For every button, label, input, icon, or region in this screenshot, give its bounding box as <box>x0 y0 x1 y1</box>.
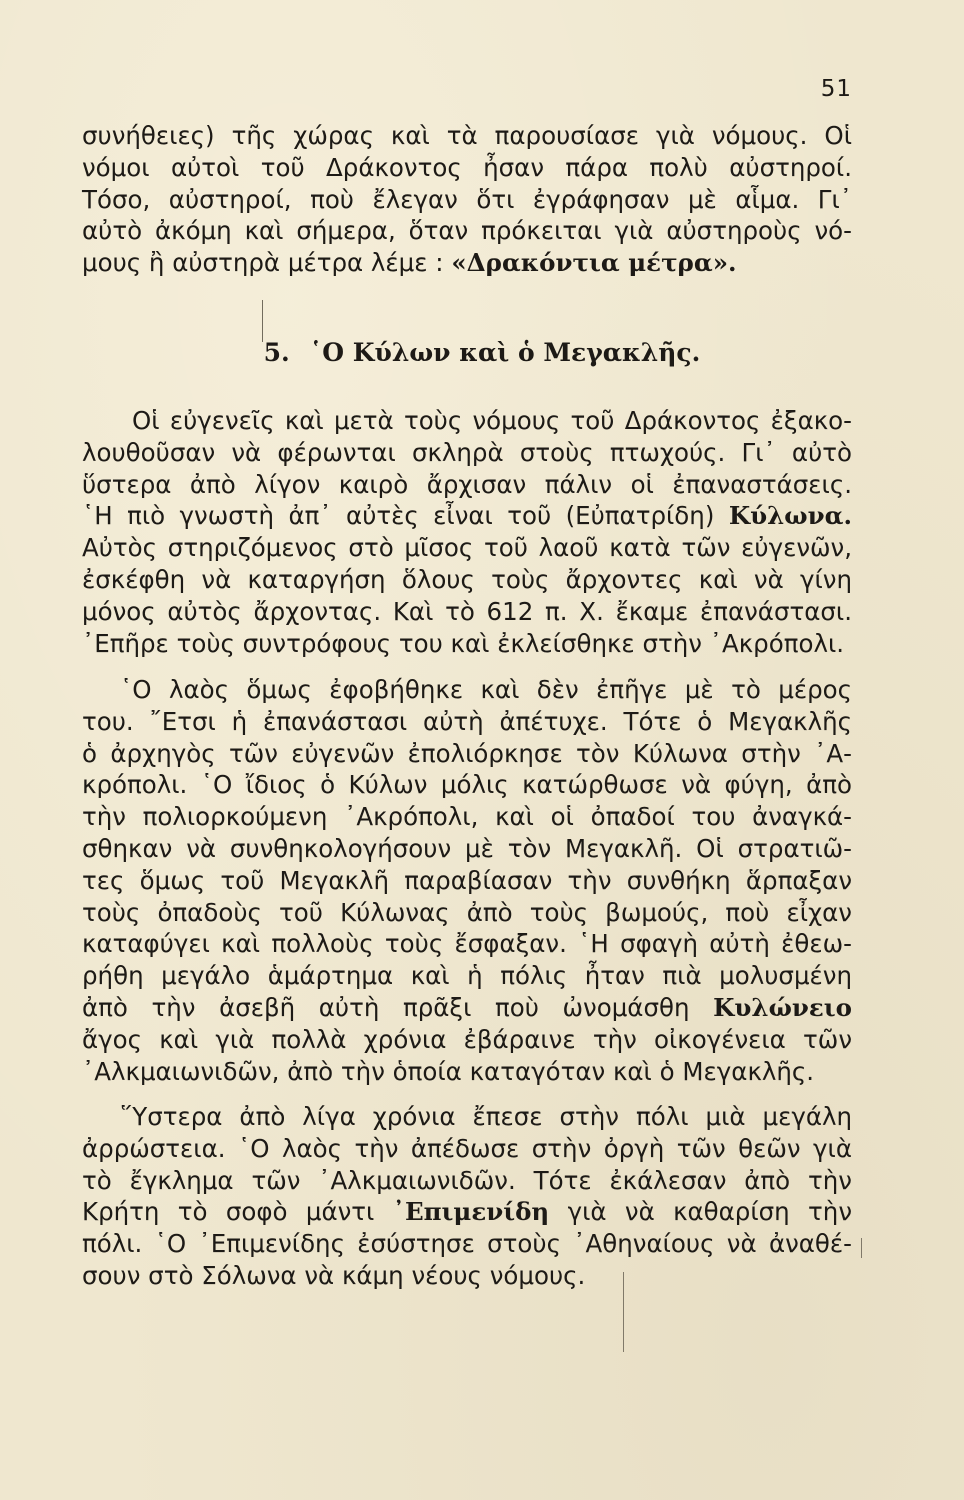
text-line: τοὺς ὀπαδοὺς τοῦ Κύλωνας ἀπὸ τοὺς βωμούς, ποὺ εἶχαν <box>82 897 852 927</box>
text-line: τὸ ἔγκλημα τῶν ᾽Αλκμαιωνιδῶν. Τότε ἐκάλεσαν ἀπὸ τὴν <box>82 1165 852 1195</box>
text-line: νόμοι αὐτοὶ τοῦ Δράκοντος ἦσαν πάρα πολὺ αὐστηροί. <box>82 152 852 182</box>
text-run: μους ἢ αὐστηρὰ μέτρα λέμε : <box>82 248 444 278</box>
text-line: ῞Υστερα ἀπὸ λίγα χρόνια ἔπεσε στὴν πόλι μιὰ μεγάλη <box>120 1102 852 1131</box>
text-run: ῾Η πιὸ γνωστὴ ἀπ᾽ αὐτὲς εἶναι τοῦ (Εὐπατρίδη) <box>82 501 715 531</box>
text-line: ρήθη μεγάλο ἁμάρτημα καὶ ἡ πόλις ἦταν πιὰ μολυσμένη <box>82 961 852 991</box>
text-line <box>82 992 852 1024</box>
text-line: σουν στὸ Σόλωνα νὰ κάμη νέους νόμους. <box>82 1260 586 1290</box>
text-line: ὕστερα ἀπὸ λίγον καιρὸ ἄρχισαν πάλιν οἱ ἐπαναστάσεις. <box>82 469 852 499</box>
text-line: ἄγος καὶ γιὰ πολλὰ χρόνια ἐβάραινε τὴν οἰκογένεια τῶν <box>82 1024 852 1054</box>
paragraph-1 <box>82 120 852 279</box>
pencil-mark <box>262 300 263 342</box>
text-line: τες ὅμως τοῦ Μεγακλῆ παραβίασαν τὴν συνθήκη ἅρπαξαν <box>82 865 852 895</box>
text-line: ᾽Αλκμαιωνιδῶν, ἀπὸ τὴν ὁποία καταγόταν καὶ ὁ Μεγακλῆς. <box>82 1056 815 1086</box>
text-line <box>82 500 852 532</box>
text-line: ῾Ο λαὸς ὅμως ἐφοβήθηκε καὶ δὲν ἐπῆγε μὲ τὸ μέρος <box>120 675 852 704</box>
section-heading <box>0 338 964 367</box>
text-line: Οἱ εὐγενεῖς καὶ μετὰ τοὺς νόμους τοῦ Δράκοντος ἐξακο- <box>132 406 852 435</box>
text-line: σθηκαν νὰ συνθηκολογήσουν μὲ τὸν Μεγακλῆ. Οἱ στρατιῶ- <box>82 833 852 863</box>
text-line <box>82 1196 852 1228</box>
bold-phrase: «Δρακόντια μέτρα». <box>451 248 737 278</box>
text-line <box>82 247 852 279</box>
paragraph-2 <box>82 405 852 659</box>
text-line: καταφύγει καὶ πολλοὺς τοὺς ἔσφαξαν. ῾Η σφαγὴ αὐτὴ ἐθεω- <box>82 929 852 959</box>
paragraph-3 <box>82 674 852 1087</box>
bold-phrase: Κυλώνειο <box>713 992 852 1022</box>
section-title: ῾Ο Κύλων καὶ ὁ Μεγακλῆς. <box>309 338 701 367</box>
text-line: πόλι. ῾Ο ᾽Επιμενίδης ἐσύστησε στοὺς ᾽Αθηναίους νὰ ἀναθέ- <box>82 1229 852 1259</box>
paragraph-4 <box>82 1101 852 1292</box>
page-number: 51 <box>820 76 852 102</box>
text-line: Αὐτὸς στηριζόμενος στὸ μῖσος τοῦ λαοῦ κατὰ τῶν εὐγενῶν, <box>82 533 852 563</box>
text-line: ὁ ἀρχηγὸς τῶν εὐγενῶν ἐπολιόρκησε τὸν Κύλωνα στὴν ᾽Α- <box>82 738 852 768</box>
text-run: Κρήτη τὸ σοφὸ μάντι <box>82 1197 375 1227</box>
text-line: του. ῎Ετσι ἡ ἐπανάστασι αὐτὴ ἀπέτυχε. Τότε ὁ Μεγακλῆς <box>82 706 852 736</box>
text-line: ἐσκέφθη νὰ καταργήση ὅλους τοὺς ἄρχοντες καὶ νὰ γίνη <box>82 564 852 594</box>
bold-phrase: ᾽Επιμενίδη <box>392 1197 550 1227</box>
text-line: ἀρρώστεια. ῾Ο λαὸς τὴν ἀπέδωσε στὴν ὀργὴ τῶν θεῶν γιὰ <box>82 1133 852 1163</box>
pencil-mark <box>623 1272 624 1352</box>
bold-phrase: Κύλωνα. <box>728 501 852 531</box>
text-line: μόνος αὐτὸς ἄρχοντας. Καὶ τὸ 612 π. Χ. ἔκαμε ἐπανάστασι. <box>82 596 852 626</box>
text-line: ᾽Επῆρε τοὺς συντρόφους του καὶ ἐκλείσθηκε στὴν ᾽Ακρόπολι. <box>82 628 845 658</box>
text-run: γιὰ νὰ καθαρίση τὴν <box>567 1197 853 1227</box>
text-line: λουθοῦσαν νὰ φέρωνται σκληρὰ στοὺς πτωχούς. Γι᾽ αὐτὸ <box>82 437 852 467</box>
text-line: συνήθειες) τῆς χώρας καὶ τὰ παρουσίασε γιὰ νόμους. Οἱ <box>82 121 852 150</box>
text-line: Τόσο, αὐστηροί, ποὺ ἔλεγαν ὅτι ἐγράφησαν μὲ αἷμα. Γι᾽ <box>82 184 852 214</box>
text-line: κρόπολι. ῾Ο ἴδιος ὁ Κύλων μόλις κατώρθωσε νὰ φύγη, ἀπὸ <box>82 770 852 800</box>
text-run: ἀπὸ τὴν ἀσεβῆ αὐτὴ πρᾶξι ποὺ ὠνομάσθη <box>82 992 690 1022</box>
text-line: αὐτὸ ἀκόμη καὶ σήμερα, ὅταν πρόκειται γιὰ αὐστηροὺς νό- <box>82 216 852 246</box>
text-line: τὴν πολιορκούμενη ᾽Ακρόπολι, καὶ οἱ ὀπαδοί του ἀναγκά- <box>82 802 852 832</box>
pencil-mark <box>861 1238 862 1258</box>
section-number: 5. <box>263 338 290 367</box>
